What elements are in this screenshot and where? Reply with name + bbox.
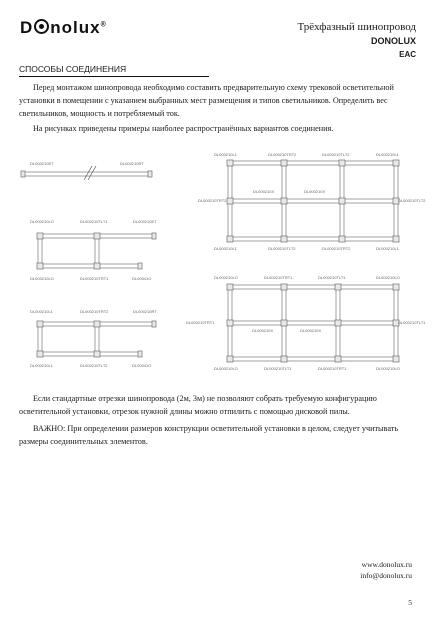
rail-segment [228,237,398,241]
t-connector [335,356,341,362]
t-connector [94,321,100,327]
part-label: DL000210TRT2 [268,152,297,157]
part-label: DL000210TRT1 [80,276,109,281]
diagram-straight [21,161,152,180]
diagram-grid-2 [186,275,426,371]
corner-connector [393,236,399,242]
rail-segment [228,357,398,361]
corner-connector [227,236,233,242]
part-label: DL000210LO [214,275,238,280]
end-cap [152,233,156,239]
part-label: DL000210TRT1 [186,320,215,325]
part-label: DL000210L1 [376,152,399,157]
examples-paragraph: На рисунках приведены примеры наиболее распространённых вариантов соединения. [33,124,334,133]
header-title: Трёхфазный шинопровод [297,21,416,33]
t-connector [339,160,345,166]
rail-segment [228,321,398,325]
part-label: DL000210TRT1 [264,275,293,280]
t-connector [227,198,233,204]
part-label: DL000210TLT2 [268,246,296,251]
t-connector [339,236,345,242]
part-label: DL000210TLT1 [80,219,108,224]
page-number: 5 [408,598,412,607]
part-label: DL000210X [300,328,322,333]
part-label: DL000210TRT2 [322,246,351,251]
t-connector [281,236,287,242]
part-label: DL000210L1 [214,246,237,251]
corner-connector [37,321,43,327]
cutting-paragraph: Если стандартные отрезки шинопровода (2м, 3м) не позволяют собрать требуемую конфигурацию осветительной установки, отрезок нужной длины можно отпилить с помощью дисковой пилы. [19,394,377,416]
end-cap [138,351,142,357]
part-label: DL00041O [132,276,152,281]
corner-connector [227,160,233,166]
part-label: DL000210LO [30,219,54,224]
part-label: DL000210LO [376,366,400,371]
part-label: DL000210RT [120,161,144,166]
diagram-grid-1 [198,152,426,251]
corner-connector [393,160,399,166]
part-label: DL000210X [252,328,274,333]
t-connector [94,263,100,269]
rail-segment [228,161,398,165]
rail-segment [38,264,140,268]
t-connector [281,160,287,166]
part-label: DL000210TRT2 [80,309,109,314]
part-label: DL000210X [253,189,275,194]
part-label: DL000210X [304,189,326,194]
t-connector [227,320,233,326]
part-label: DL00041O [132,363,152,368]
section-title: СПОСОБЫ СОЕДИНЕНИЯ [19,64,127,74]
footer-website[interactable]: www.donolux.ru [361,560,412,569]
part-label: DL000210TLT1 [264,366,292,371]
rail-segment [228,285,398,289]
part-label: DL000210TLT2 [80,363,108,368]
eac-mark: EAC [399,50,416,59]
corner-connector [227,284,233,290]
part-label: DL000210TLT2 [398,198,426,203]
t-connector [94,233,100,239]
part-label: DL000210TRT1 [318,366,347,371]
t-connector [281,356,287,362]
intro-paragraph: Перед монтажом шинопровода необходимо составить предварительную схему трековой осветительной установки в помещении с указанием выбранных мест размещения и типов светильников. Определить вес светильников, мощность и потребляемый ток. [19,83,394,118]
rail-segment [228,199,398,203]
part-label: DL000210TLT2 [322,152,350,157]
corner-connector [37,351,43,357]
important-paragraph: ВАЖНО: При определении размеров конструкции осветительной установки в целом, следует учитывать размеры соединительных элементов. [19,424,399,446]
part-label: DL000210LO [214,366,238,371]
logo-text: nolux [50,18,101,37]
diagram-two-cell-alt [30,309,157,368]
x-connector [281,198,287,204]
t-connector [281,284,287,290]
part-label: DL000210ET [133,219,157,224]
footer-email[interactable]: info@donolux.ru [360,571,412,580]
part-label: DL000210TLT1 [318,275,346,280]
corner-connector [37,233,43,239]
part-label: DL000210L1 [214,152,237,157]
part-label: DL000210LO [376,275,400,280]
x-connector [335,320,341,326]
corner-connector [393,356,399,362]
diagram-two-cell [30,219,157,281]
x-connector [281,320,287,326]
registered-mark: ® [100,21,107,29]
header-brand: DONOLUX [371,36,416,46]
part-label: DL000210L1 [30,363,53,368]
part-label: DL000210ET [30,161,54,166]
corner-connector [227,356,233,362]
part-label: DL000210TLT1 [398,320,426,325]
part-label: DL000210TRT2 [198,198,227,203]
end-cap [152,321,156,327]
corner-connector [37,263,43,269]
t-connector [94,351,100,357]
part-label: DL000210RT [133,309,157,314]
part-label: DL000210L1 [30,309,53,314]
end-cap [21,171,25,177]
part-label: DL000210LO [30,276,54,281]
corner-connector [393,284,399,290]
end-cap [138,263,142,269]
part-label: DL000210L1 [376,246,399,251]
t-connector [335,284,341,290]
end-cap [148,171,152,177]
logo-letter: D [20,18,34,37]
x-connector [339,198,345,204]
rail-segment [38,352,140,356]
